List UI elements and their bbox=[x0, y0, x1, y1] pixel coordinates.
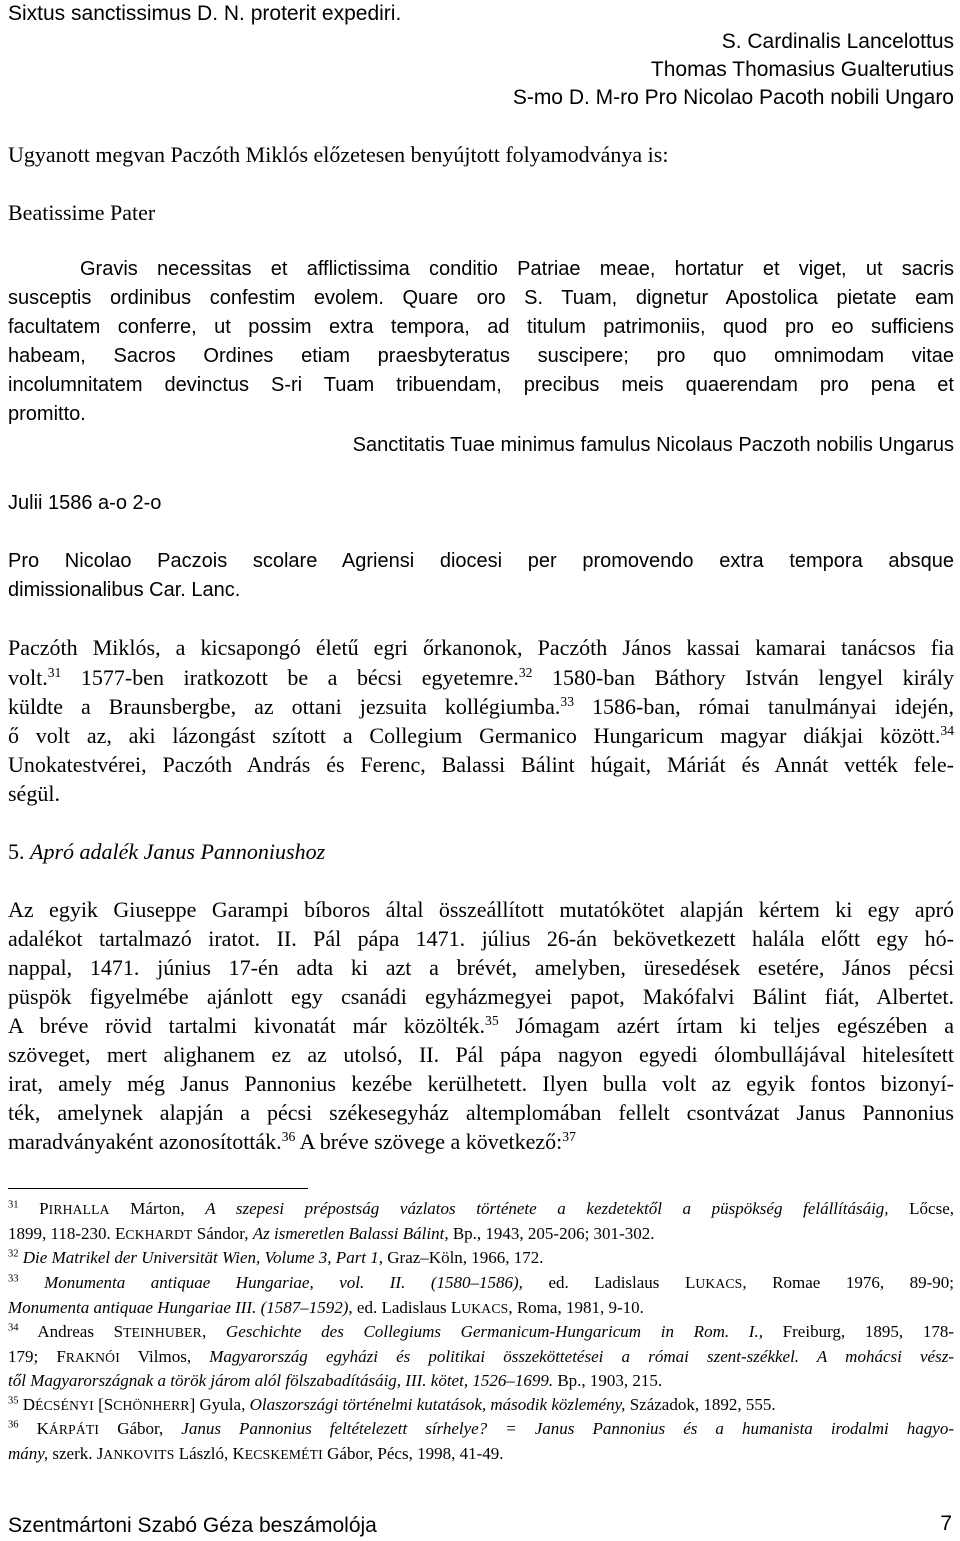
footnote-number: 35 bbox=[8, 1395, 19, 1407]
footer-title: Szentmártoni Szabó Géza beszámolója bbox=[8, 1514, 377, 1537]
footnote-32: $^{32}$ Die Matrikel der Universität Wien, Volume 3, Part 1, Graz–Köln, 1966, 172. bbox=[8, 1248, 544, 1267]
body-line-7: irat, amely még Janus Pannonius kezébe kerülhetett. Ilyen bulla volt az egyik fontos bizonyí- bbox=[8, 1071, 954, 1096]
body-line-4: püspök figyelmébe ajánlott egy csanádi egyházmegyei papot, Makófalvi Bálint fiát, Albertet. bbox=[8, 984, 954, 1009]
footnote-31-line-2: 1899, 118-230. ECKHARDT Sándor, Az ismeretlen Balassi Bálint, Bp., 1943, 205-206; 301-302. bbox=[8, 1224, 655, 1243]
footnote-33-line-1: $^{33}$ Monumenta antiquae Hungariae, vol. II. (1580–1586), ed. Ladislaus LUKACS, Romae 1976, 89-90; bbox=[8, 1273, 954, 1292]
petition-line-2: susceptis ordinibus confestim evolem. Quare oro S. Tuam, dignetur Apostolica pietate eam bbox=[8, 287, 954, 309]
footnote-ref-31[interactable]: 31 bbox=[47, 664, 62, 680]
petition-line-6: promitto. bbox=[8, 403, 86, 425]
footnote-ref-33[interactable]: 33 bbox=[560, 693, 575, 709]
section-title: Apró adalék Janus Pannoniushoz bbox=[30, 839, 326, 864]
body-line-8: ték, amelynek alapján a pécsi székesegyház altemplomában fellelt csontvázat Janus Pannonius bbox=[8, 1100, 954, 1125]
bio-line-5: Unokatestvérei, Paczóth András és Ferenc, Balassi Bálint húgait, Máriát és Annát vették fele- bbox=[8, 752, 954, 777]
footnote-ref-32[interactable]: 32 bbox=[518, 664, 533, 680]
header-signature-3: S-mo D. M-ro Pro Nicolao Pacoth nobili Ungaro bbox=[512, 86, 954, 109]
footnote-35: $^{35}$ DÉCSÉNYI [SCHÖNHERR] Gyula, Olaszországi történelmi kutatások, második közlemény, Századok, 1892, 555. bbox=[8, 1395, 776, 1414]
petition-signature: Sanctitatis Tuae minimus famulus Nicolaus Paczoth nobilis Ungarus bbox=[352, 434, 954, 456]
petition-line-3: facultatem conferre, ut possim extra tempora, ad titulum patrimoniis, quod pro eo sufficiens bbox=[8, 316, 954, 338]
salutation: Beatissime Pater bbox=[8, 200, 156, 225]
date-line: Julii 1586 a-o 2-o bbox=[8, 492, 162, 514]
petition-line-1: Gravis necessitas et afflictissima conditio Patriae meae, hortatur et viget, ut sacris bbox=[80, 258, 954, 280]
bio-line-1: Paczóth Miklós, a kicsapongó életű egri őrkanonok, Paczóth János kassai kamarai tanácsos fia bbox=[8, 635, 954, 660]
body-line-9: maradványaként azonosították.$^{36}$ A bréve szövege a következő:$^{37}$ bbox=[8, 1128, 576, 1154]
footnote-separator bbox=[8, 1188, 308, 1189]
footnote-ref-34[interactable]: 34 bbox=[940, 722, 954, 738]
footnote-36-line-2: mány, szerk. JANKOVITS László, KECSKEMÉTI Gábor, Pécs, 1998, 41-49. bbox=[8, 1444, 504, 1463]
body-line-1: Az egyik Giuseppe Garampi bíboros által összeállított mutatókötet alapján kértem ki egy apró bbox=[8, 897, 954, 922]
body-line-6: szöveget, mert alighanem ez az utolsó, II. Pál pápa nagyon egyedi ólombullájával hitelesített bbox=[8, 1042, 954, 1067]
section-number: 5. bbox=[8, 839, 25, 864]
footnote-ref-35[interactable]: 35 bbox=[485, 1012, 499, 1028]
footnote-number: 34 bbox=[8, 1322, 19, 1334]
body-line-2: adalékot tartalmazó iratot. II. Pál pápa 1471. július 26-án bekövetkezett halála előtt egy hó- bbox=[8, 926, 954, 951]
bio-line-2: volt.$^{31}$ 1577-ben iratkozott be a bécsi egyetemre.$^{32}$ 1580-ban Báthory István lengyel király bbox=[8, 664, 954, 690]
bio-line-3: küldte a Braunsbergbe, az ottani jezsuita kollégiumba.$^{33}$ 1586-ban, római tanulmányai idején, bbox=[8, 693, 955, 719]
bio-line-6: ségül. bbox=[8, 781, 60, 806]
header-line: Sixtus sanctissimus D. N. proterit expediri. bbox=[8, 2, 402, 25]
footnote-number: 36 bbox=[8, 1419, 19, 1431]
section-heading bbox=[8, 839, 325, 865]
footnote-36-line-1: $^{36}$ KÁRPÁTI Gábor, Janus Pannonius feltételezett sírhelye? = Janus Pannonius és a humanista irodalmi hagyo- bbox=[8, 1419, 955, 1438]
body-line-3: nappal, 1471. június 17-én adta ki azt a brévét, amelyben, üresedések esetére, János pécsi bbox=[8, 955, 954, 980]
footnote-31-line-1: $^{31}$ PIRHALLA Márton, A szepesi prépostság vázlatos története a kezdetektől a püspökség felállításáig, Lőcse, bbox=[8, 1199, 955, 1218]
petition-line-4: habeam, Sacros Ordines etiam praesbyteratus suscipere; pro quo omnimodam vitae bbox=[8, 345, 954, 367]
footnote-34-line-2: 179; FRAKNÓI Vilmos, Magyarország egyházi és politikai összeköttetései a római szent-székkel. A mohácsi vész- bbox=[8, 1347, 954, 1366]
footnote-34-line-3: től Magyarországnak a török járom alól fölszabadításáig, III. kötet, 1526–1699. Bp., 1903, 215. bbox=[8, 1371, 663, 1390]
body-line-5: A bréve rövid tartalmi kivonatát már közölték.$^{35}$ Jómagam azért írtam ki teljes egészében a bbox=[8, 1012, 954, 1038]
endorsement-line-2: dimissionalibus Car. Lanc. bbox=[8, 579, 241, 601]
footnote-number: 32 bbox=[8, 1248, 19, 1260]
footnote-33-line-2: Monumenta antiquae Hungariae III. (1587–1592), ed. Ladislaus LUKACS, Roma, 1981, 9-10. bbox=[8, 1298, 644, 1317]
bio-line-4: ő volt az, aki lázongást szított a Collegium Germanico Hungaricum magyar diákjai között.$^{34}$ bbox=[8, 722, 954, 748]
endorsement-line-1: Pro Nicolao Paczois scolare Agriensi diocesi per promovendo extra tempora absque bbox=[8, 550, 954, 572]
footnote-number: 33 bbox=[8, 1273, 19, 1285]
footnote-34-line-1: $^{34}$ Andreas STEINHUBER, Geschichte des Collegiums Germanicum-Hungaricum in Rom. I., Freiburg, 1895, 178- bbox=[8, 1322, 954, 1341]
intro-line: Ugyanott megvan Paczóth Miklós előzetesen benyújtott folyamodványa is: bbox=[8, 142, 669, 167]
petition-line-5: incolumnitatem devinctus S-ri Tuam tribuendam, precibus meis quaerendam pro pena et bbox=[8, 374, 954, 396]
page-number: 7 bbox=[940, 1512, 952, 1535]
footnote-ref-37[interactable]: 37 bbox=[562, 1128, 576, 1144]
footnote-number: 31 bbox=[8, 1199, 19, 1211]
header-signature-2: Thomas Thomasius Gualterutius bbox=[650, 58, 954, 81]
footnote-ref-36[interactable]: 36 bbox=[281, 1128, 296, 1144]
header-signature-1: S. Cardinalis Lancelottus bbox=[721, 30, 954, 53]
